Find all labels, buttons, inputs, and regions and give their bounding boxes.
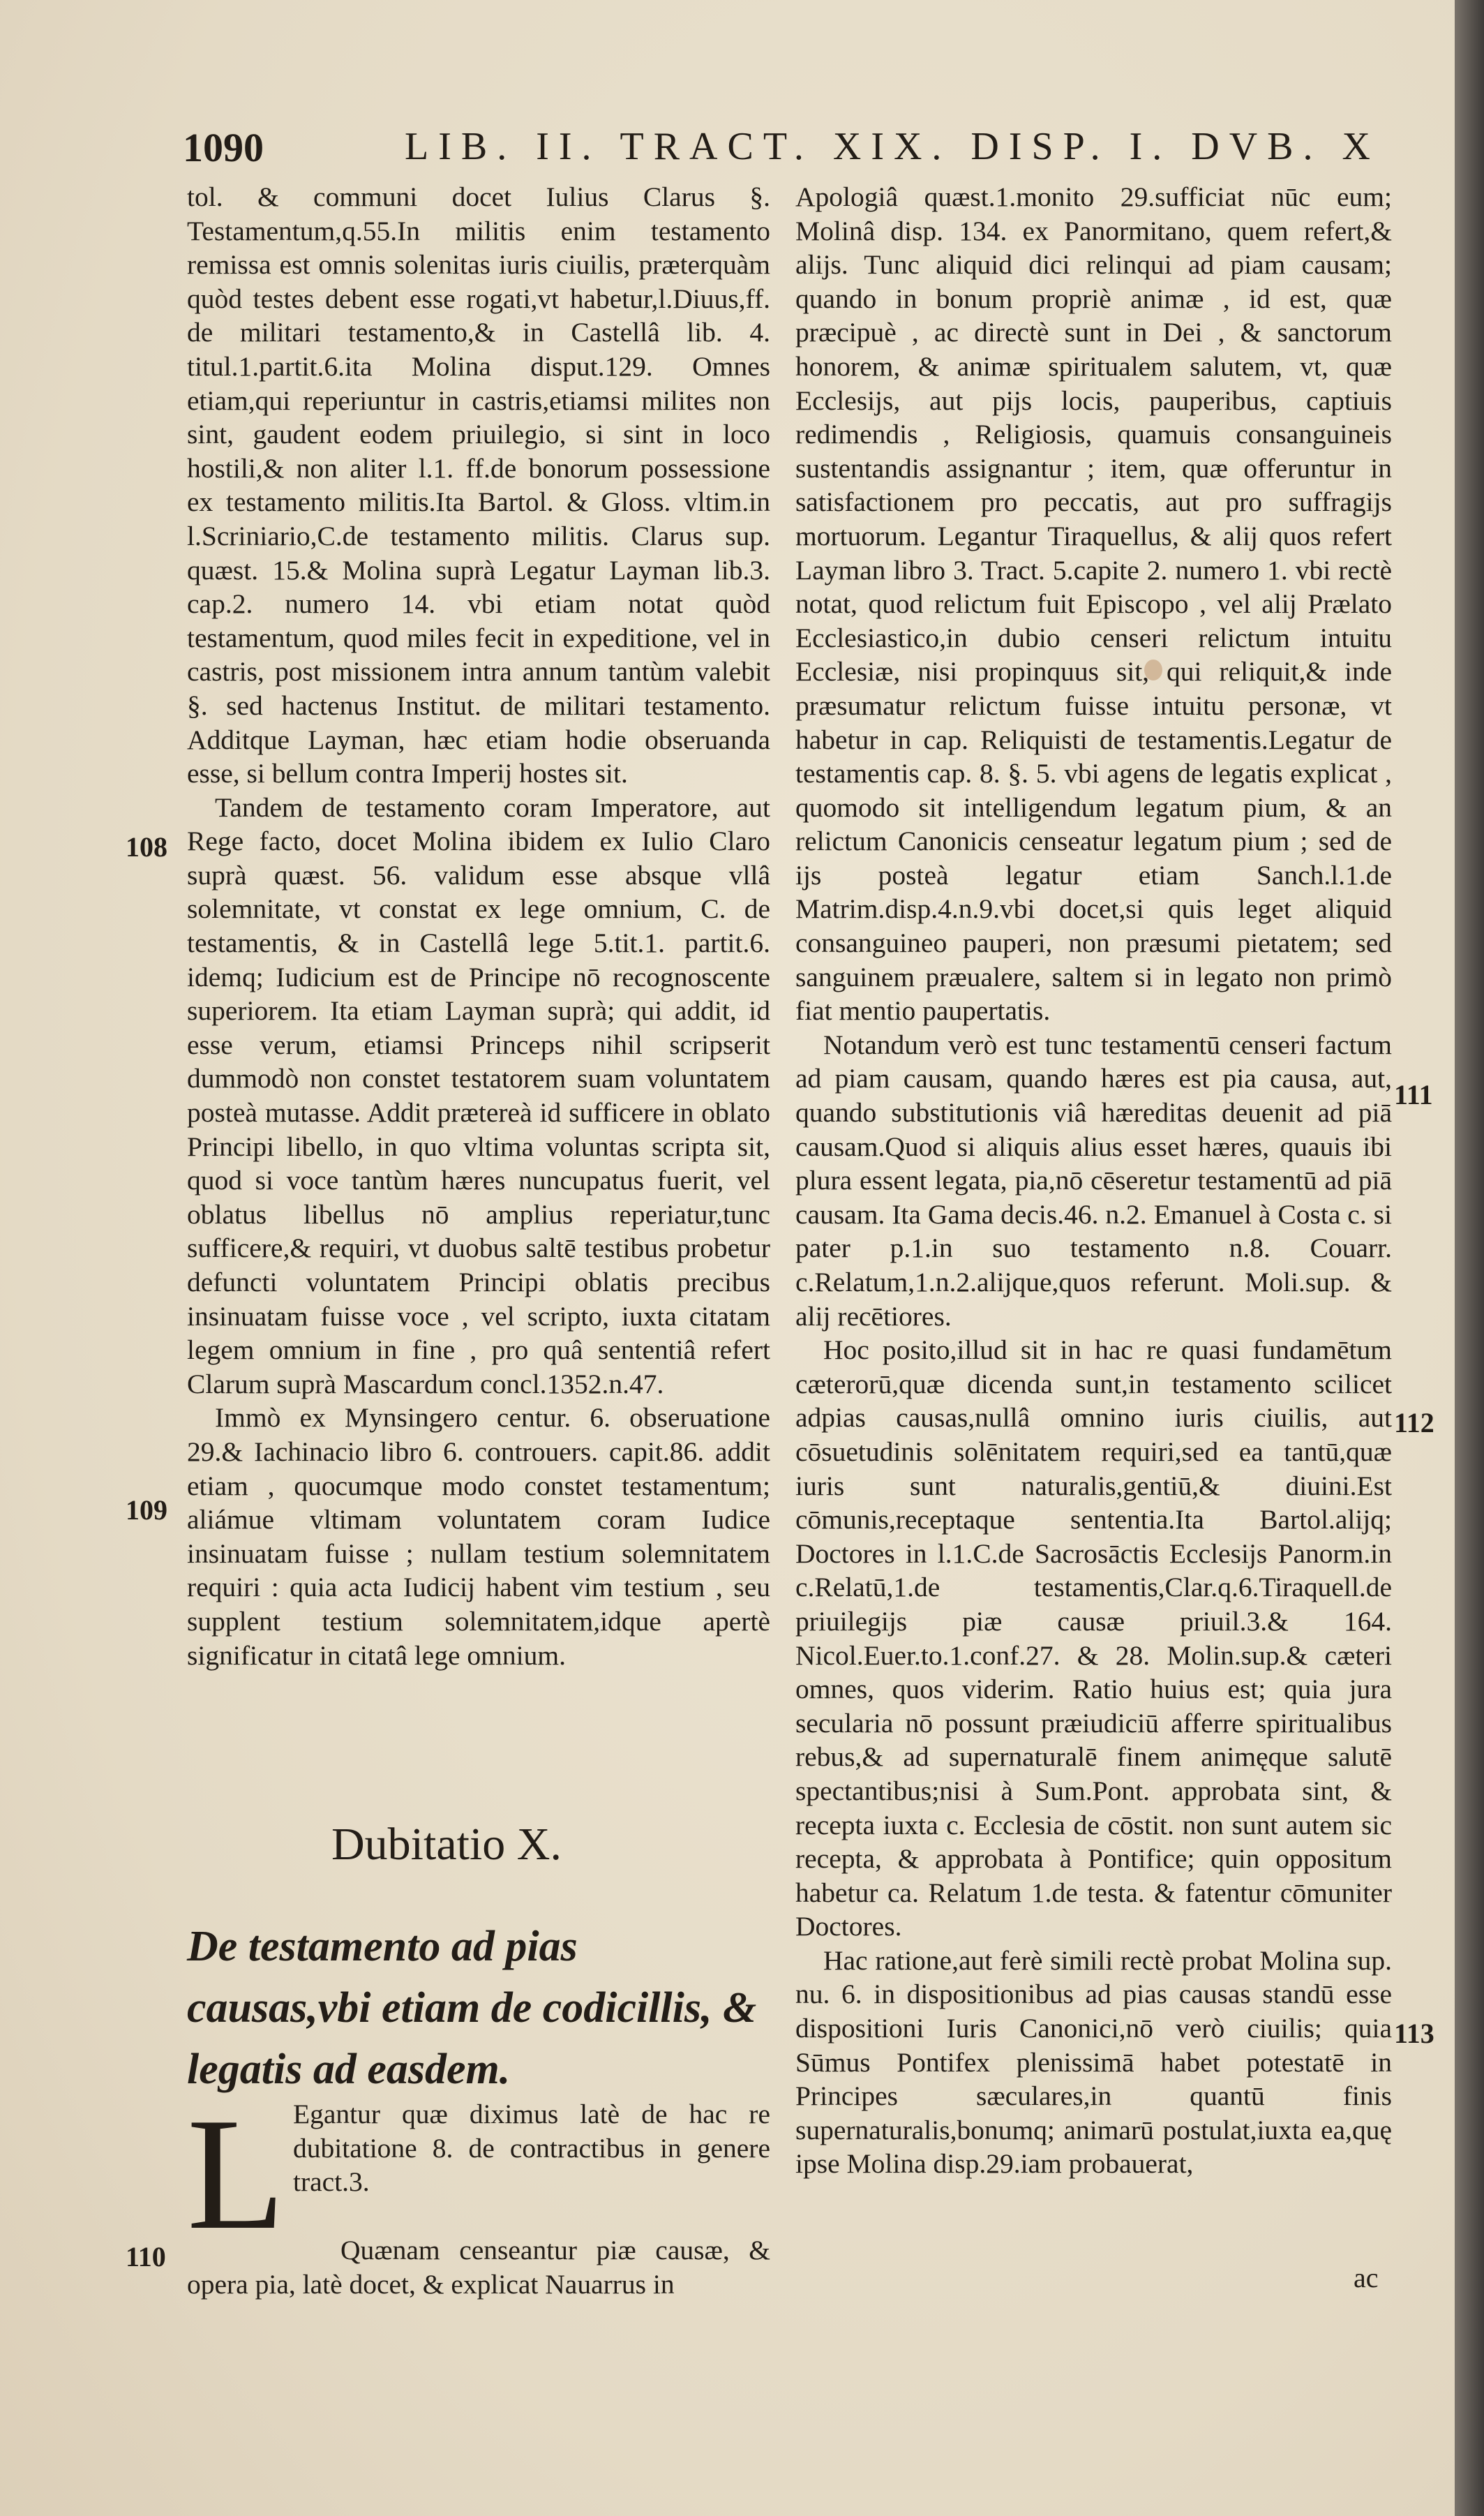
right-paragraph-2: Notandum verò est tunc testamentū censeri factum ad piam causam, quando hæres est pia causa, aut, quando substitutionis viâ hæreditas deuenit ad piā causam.Quod si aliquis alius esset hæres, quauis ibi plura essent legata, pia,nō cēseretur testamentū ad piā causam. Ita Gama decis.46. n.2. Emanuel à Costa c. si pater p.1.in suo testamento n.8. Couarr. c.Relatum,1.n.2.alijque,quos referunt. Moli.sup. & alij recētiores.: [795, 1029, 1392, 1332]
margin-number-110: 110: [126, 2241, 166, 2272]
margin-number-113: 113: [1394, 2018, 1434, 2049]
left-paragraph-2: Tandem de testamento coram Imperatore, aut Rege facto, docet Molina ibidem ex Iulio Claro suprà quæst. 56. validum esse absque vllâ solemnitate, vt constat ex lege omnium, C. de testamentis, & in Castellâ lege 5.tit.1. partit.6. idemq; Iudicium est de Principe nō recognoscente superiorem. Ita etiam Layman suprà; qui addit, id esse verum, etiamsi Princeps nihil scripserit dummodò non constet testatorem suam voluntatem posteà mutasse. Addit prætereà id sufficere in oblato Principi libello, in quo vltima voluntas scripta sit, quod si voce tantùm hæres nuncupatus fuerit, vel oblatus libellus nō amplius reperiatur,tunc sufficere,& requiri, vt duobus saltē testibus probetur defuncti voluntatem Principi oblatis precibus insinuatam fuisse voce , vel scripto, iuxta citatam legem omnium in fine , pro quâ sententiâ refert Clarum suprà Mascardum concl.1352.n.47.: [187, 791, 770, 1399]
dubitatio-tail: Quænam censeantur piæ causæ, & opera pia, latè docet, & explicat Nauarrus in: [187, 2235, 770, 2300]
margin-number-109: 109: [126, 1494, 167, 1526]
margin-number-108: 108: [126, 831, 167, 863]
left-paragraph-3: Immò ex Mynsingero centur. 6. obseruatione 29.& Iachinacio libro 6. controuers. capit.86. addit etiam , quocumque modo constet testamentum; aliámue vltimam voluntatem coram Iudice insinuatam fuisse ; nullam testium solemnitatem requiri : quia acta Iudicij habent vim testium , seu supplent testium solemnitatem,idque apertè significatur in citatâ lege omnium.: [187, 1402, 770, 1671]
page-edge-shadow: [1455, 0, 1484, 2516]
dubitatio-intro: Egantur quæ diximus latè de hac re dubitatione 8. de contractibus in genere tract.3.: [293, 2099, 770, 2198]
right-paragraph-4: Hac ratione,aut ferè simili rectè probat Molina sup. nu. 6. in dispositionibus ad pias causas standū esse dispositioni Iuris Canonici,nō verò ciuilis; quia Sūmus Pontifex plenissimā habet potestatē in Principes sæculares,in quantū finis supernaturalis,bonumq; animarū postulat,iuxta ea,quę ipse Molina disp.29.iam probauerat,: [795, 1944, 1392, 2180]
margin-number-111: 111: [1394, 1079, 1433, 1110]
running-head: LIB. II. TRACT. XIX. DISP. I. DVB. X: [405, 125, 1380, 168]
right-column: [795, 180, 1392, 2181]
left-column: [187, 180, 770, 1672]
dubitatio-subtitle: De testamento ad pias causas,vbi etiam de codicillis, & legatis ad easdem.: [187, 1923, 757, 2093]
paper-stain: [1144, 660, 1162, 680]
margin-number-112: 112: [1394, 1407, 1434, 1438]
right-paragraph-3: Hoc posito,illud sit in hac re quasi fundamētum cæterorū,quæ dicenda sunt,in testamento scilicet adpias causas,nullâ omnino iuris ciuilis, aut cōsuetudinis solēnitatem requiri,sed ea tantū,quæ iuris sunt naturalis,gentiū,& diuini.Est cōmunis,receptaque sententia.Ita Bartol.alijq; Doctores in l.1.C.de Sacrosāctis Ecclesijs Panorm.in c.Relatū,1.de testamentis,Clar.q.6.Tiraquell.de priuilegijs piæ causæ priuil.3.& 164. Nicol.Euer.to.1.conf.27. & 28. Molin.sup.& cæteri omnes, quos viderim. Ratio huius est; quia jura secularia nō possunt præiudiciū afferre spiritualibus rebus,& ad supernaturalē finem animęque salutē spectantibus;nisi à Sum.Pont. approbata sint, & recepta iuxta c. Ecclesia de cōstit. non sunt autem sic recepta, & approbata à Pontifice; quin oppositum habetur ca. Relatum 1.de testa. & fatentur cōmuniter Doctores.: [795, 1334, 1392, 1942]
right-paragraph-1: Apologiâ quæst.1.monito 29.sufficiat nūc eum; Molinâ disp. 134. ex Panormitano, quem refert,& alijs. Tunc aliquid dici relinqui ad piam causam; quando in bonum propriè animæ , id est, quæ præcipuè , ac directè sunt in Dei , & sanctorum honorem, & animæ spiritualem salutem, vt, quæ Ecclesijs, aut pijs locis, pauperibus, captiuis redimendis , Religiosis, quamuis consanguineis sustentandis assignantur ; item, quæ offeruntur in satisfactionem pro peccatis, aut pro suffragijs mortuorum. Legantur Tiraquellus, & alij quos refert Layman libro 3. Tract. 5.capite 2. numero 1. vbi rectè notat, quod relictum fuit Episcopo , vel alij Prælato Ecclesiastico,in dubio censeri relictum intuitu Ecclesiæ, nisi propinquus sit, qui reliquit,& inde præsumatur relictum fuisse intuitu personæ, vt habetur in cap. Reliquisti de testamentis.Legatur de testamentis cap. 8. §. 5. vbi agens de legatis explicat , quomodo sit intelligendum legatum pium, & an relictum Canonicis censeatur legatum pium ; sed de ijs posteà legatur etiam Sanch.l.1.de Matrim.disp.4.n.9.vbi docet,si quis leget aliquid consanguineo pauperi, non præsumi pietatem; sed sanguinem præualere, saltem si in legato non primò fiat mentio paupertatis.: [795, 181, 1392, 1027]
page-number: 1090: [183, 125, 264, 170]
page-header: [0, 124, 1455, 180]
dubitatio-title: Dubitatio X.: [331, 1819, 562, 1870]
left-paragraph-1: tol. & communi docet Iulius Clarus §. Testamentum,q.55.In militis enim testamento remissa est omnis solenitas iuris ciuilis, præterquàm quòd testes debent esse rogati,vt habetur,l.Diuus,ff. de militari testamento,& in Castellâ lib. 4. titul.1.partit.6.ita Molina disput.129. Omnes etiam,qui reperiuntur in castris,etiamsi milites non sint, gaudent eodem priuilegio, si sint in loco hostili,& non aliter l.1. ff.de bonorum possessione ex testamento militis.Ita Bartol. & Gloss. vltim.in l.Scriniario,C.de testamento militis. Clarus sup. quæst. 15.& Molina suprà Legatur Layman lib.3. cap.2. numero 14. vbi etiam notat quòd testamentum, quod miles fecit in expeditione, vel in castris, post missionem intra annum tantùm valebit §. sed hactenus Institut. de militari testamento. Additque Layman, hæc etiam hodie obseruanda esse, si bellum contra Imperij hostes sit.: [187, 181, 770, 789]
drop-cap-initial: L: [187, 2085, 285, 2263]
catchword: ac: [1354, 2262, 1379, 2293]
